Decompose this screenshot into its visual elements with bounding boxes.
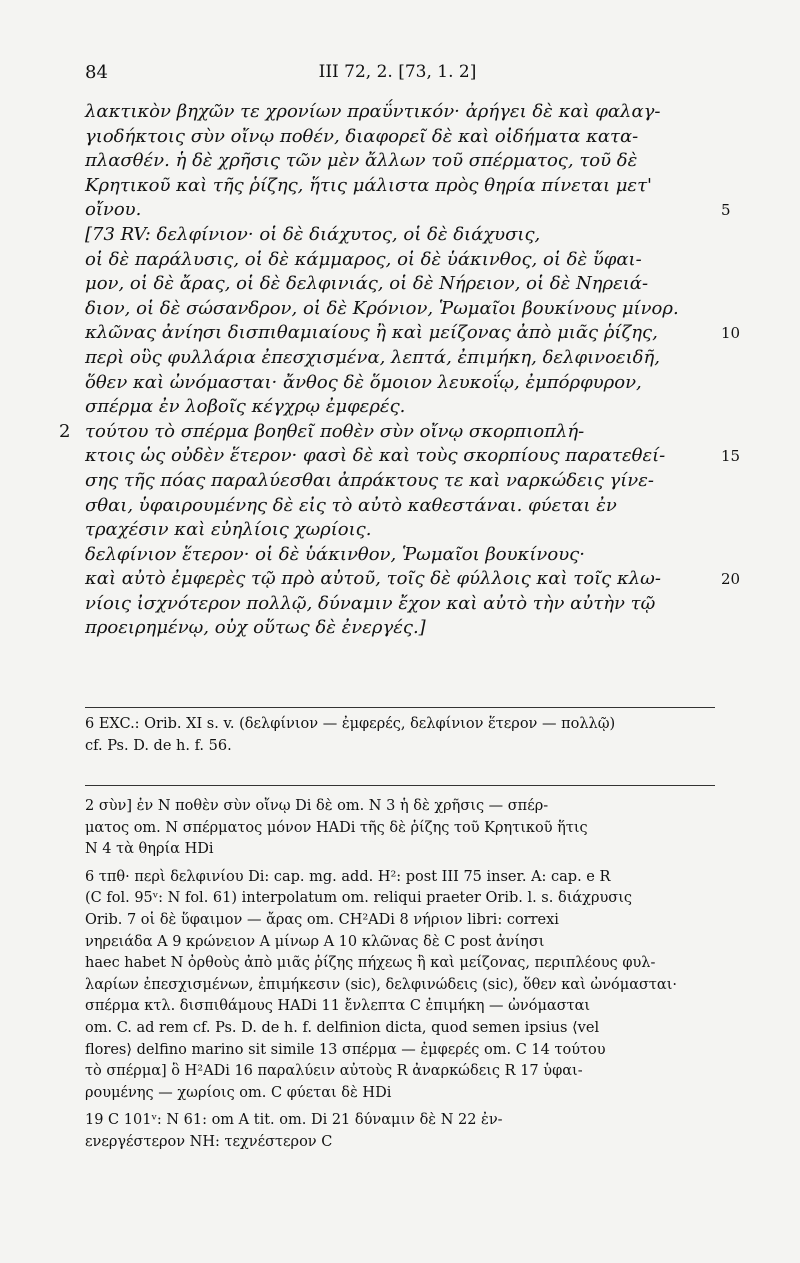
line-text: κτοις ὡς οὐδὲν ἕτερον· φασὶ δὲ καὶ τοὺς σκορπίους παρατεθεί-: [85, 445, 666, 467]
line-text: καὶ αὐτὸ ἐμφερὲς τῷ πρὸ αὐτοῦ, τοῖς δὲ φύλλοις καὶ τοῖς κλω-: [85, 568, 661, 590]
apparatus-line: ενεργέστερον NH: τεχνέστερον C: [85, 1133, 333, 1150]
apparatus-line: τὸ σπέρμα] ὃ H²ADi 16 παραλύειν αὐτοὺς R ἀναρκώδεις R 17 ὑφαι-: [85, 1063, 583, 1080]
line-text: πλασθέν. ἡ δὲ χρῆσις τῶν μὲν ἄλλων τοῦ σπέρματος, τοῦ δὲ: [85, 150, 638, 172]
line-text: λακτικὸν βηχῶν τε χρονίων πραΰντικόν· ἀρήγει δὲ καὶ φαλαγ-: [85, 101, 661, 122]
line-text: δελφίνιον ἕτερον· οἱ δὲ ὑάκινθον, Ῥωμαῖοι βουκίνους·: [85, 543, 585, 565]
section-number: 2: [59, 420, 71, 442]
line-text: Κρητικοῦ καὶ τῆς ῥίζης, ἥτις μάλιστα πρὸς θηρία πίνεται μετ': [85, 174, 652, 196]
page-header: [85, 62, 710, 90]
apparatus-line: 6 τπθ· περὶ δελφινίου Di: cap. mg. add. H²: post III 75 inser. A: cap. e R: [85, 868, 611, 885]
excerpt-line: cf. Ps. D. de h. f. 56.: [85, 737, 232, 754]
main-text: [59, 100, 741, 641]
apparatus-line: (C fol. 95ᵛ: N fol. 61) interpolatum om. reliqui praeter Orib. l. s. διάχρυσις: [85, 890, 633, 907]
apparatus-line: N 4 τὰ θηρία HDi: [85, 841, 214, 858]
text-line: [85, 494, 715, 519]
text-line: [85, 321, 741, 346]
text-line: [85, 248, 715, 273]
line-text: σπέρμα ἐν λοβοῖς κέγχρῳ ἐμφερές.: [85, 396, 406, 418]
excerpt-line: 6 EXC.: Orib. XI s. v. (δελφίνιον — ἐμφερές, δελφίνιον ἕτερον — πολλῷ): [85, 716, 616, 732]
text-line: [85, 272, 715, 297]
page-number: 84: [85, 62, 108, 83]
line-text: τραχέσιν καὶ εὐηλίοις χωρίοις.: [85, 519, 372, 541]
apparatus-line: 19 C 101ᵛ: N 61: om A tit. om. Di 21 δύναμιν δὲ N 22 ἐν-: [85, 1112, 503, 1129]
text-line: [85, 518, 715, 543]
text-line: [85, 371, 715, 396]
separator-rule: [85, 707, 715, 708]
text-line: [85, 567, 741, 592]
line-text: διον, οἱ δὲ σώσανδρον, οἱ δὲ Κρόνιον, Ῥωμαῖοι βουκίνους μίνορ.: [85, 297, 679, 319]
text-line: [85, 223, 715, 248]
line-text: τούτου τὸ σπέρμα βοηθεῖ ποθὲν σὺν οἴνῳ σκορπιοπλή-: [85, 420, 585, 442]
line-text: οἱ δὲ παράλυσις, οἱ δὲ κάμμαρος, οἱ δὲ ὑάκινθος, οἱ δὲ ὕφαι-: [85, 248, 642, 270]
text-line: [85, 149, 715, 174]
line-text: κλῶνας ἀνίησι δισπιθαμιαίους ἢ καὶ μείζονας ἀπὸ μιᾶς ῥίζης,: [85, 322, 658, 344]
line-text: ὅθεν καὶ ὠνόμασται· ἄνθος δὲ ὅμοιον λευκοΐῳ, ἐμπόρφυρον,: [85, 371, 642, 393]
apparatus-line: om. C. ad rem cf. Ps. D. de h. f. delfinion dicta, quod semen ipsius ⟨vel: [85, 1019, 600, 1036]
line-text: σθαι, ὑφαιρουμένης δὲ εἰς τὸ αὐτὸ καθεστάναι. φύεται ἐν: [85, 494, 617, 516]
text-line: [85, 395, 715, 420]
text-line: [85, 616, 715, 641]
text-line: [85, 543, 715, 568]
line-text: προειρημένῳ, οὐχ οὕτως δὲ ἐνεργές.]: [85, 617, 426, 639]
text-line: [85, 444, 741, 469]
text-line: [85, 198, 731, 223]
line-text: γιοδήκτοις σὺν οἴνῳ ποθέν, διαφορεῖ δὲ καὶ οἰδήματα κατα-: [85, 125, 639, 147]
apparatus-line: λαρίων ἐπεσχισμένων, ἐπιμήκεσιν (sic), δελφινώδεις (sic), ὅθεν καὶ ὠνόμασται·: [85, 976, 677, 993]
text-line: [85, 346, 715, 371]
text-line: [85, 469, 715, 494]
apparatus-line: σπέρμα κτλ. δισπιθάμους HADi 11 ἔνλεπτα C ἐπιμήκη — ὠνόμασται: [85, 998, 591, 1015]
line-text: περὶ οὓς φυλλάρια ἐπεσχισμένα, λεπτά, ἐπιμήκη, δελφινοειδῆ,: [85, 346, 660, 368]
line-number: 20: [721, 570, 741, 589]
text-line: [59, 420, 715, 445]
running-head: III 72, 2. [73, 1. 2]: [318, 62, 477, 82]
text-line: [85, 592, 715, 617]
line-text: μον, οἱ δὲ ἄρας, οἱ δὲ δελφινιάς, οἱ δὲ Νήρειον, οἱ δὲ Νηρειά-: [85, 273, 649, 295]
text-line: [85, 100, 715, 125]
apparatus-line: ματος om. N σπέρματος μόνον HADi τῆς δὲ ῥίζης τοῦ Κρητικοῦ ἥτις: [85, 819, 588, 836]
line-text: σης τῆς πόας παραλύεσθαι ἀπράκτους τε καὶ ναρκώδεις γίνε-: [85, 469, 654, 491]
text-line: [85, 297, 715, 322]
line-number: 5: [721, 201, 731, 220]
excerpts-section: [85, 714, 715, 757]
apparatus-line: 2 σὺν] ἐν N ποθὲν σὺν οἴνῳ Di δὲ om. N 3 ἡ δὲ χρῆσις — σπέρ-: [85, 798, 549, 814]
line-text: οἴνου.: [85, 199, 142, 221]
line-text: νίοις ἰσχνότερον πολλῷ, δύναμιν ἔχον καὶ αὐτὸ τὴν αὐτὴν τῷ: [85, 592, 656, 614]
line-number: 15: [721, 447, 741, 466]
critical-apparatus: [85, 796, 725, 1154]
apparatus-line: haec habet N ὀρθοὺς ἀπὸ μιᾶς ῥίζης πήχεως ἢ καὶ μείζονας, περιπλέους φυλ-: [85, 955, 656, 972]
line-number: 10: [721, 324, 741, 343]
apparatus-line: flores⟩ delfino marino sit simile 13 σπέρμα — ἐμφερές om. C 14 τούτου: [85, 1041, 606, 1058]
text-line: [85, 174, 715, 199]
apparatus-line: ρουμένης — χωρίοις om. C φύεται δὲ HDi: [85, 1084, 392, 1101]
apparatus-line: νηρειάδα A 9 κρώνειον A μίνωρ A 10 κλῶνας δὲ C post ἀνίησι: [85, 933, 545, 950]
text-line: [85, 125, 715, 150]
apparatus-line: Orib. 7 οἱ δὲ ὕφαιμον — ἄρας om. CH²ADi 8 νήριον libri: correxi: [85, 911, 559, 928]
separator-rule: [85, 785, 715, 786]
line-text: [73 RV: δελφίνιον· οἱ δὲ διάχυτος, οἱ δὲ διάχυσις,: [85, 223, 541, 245]
